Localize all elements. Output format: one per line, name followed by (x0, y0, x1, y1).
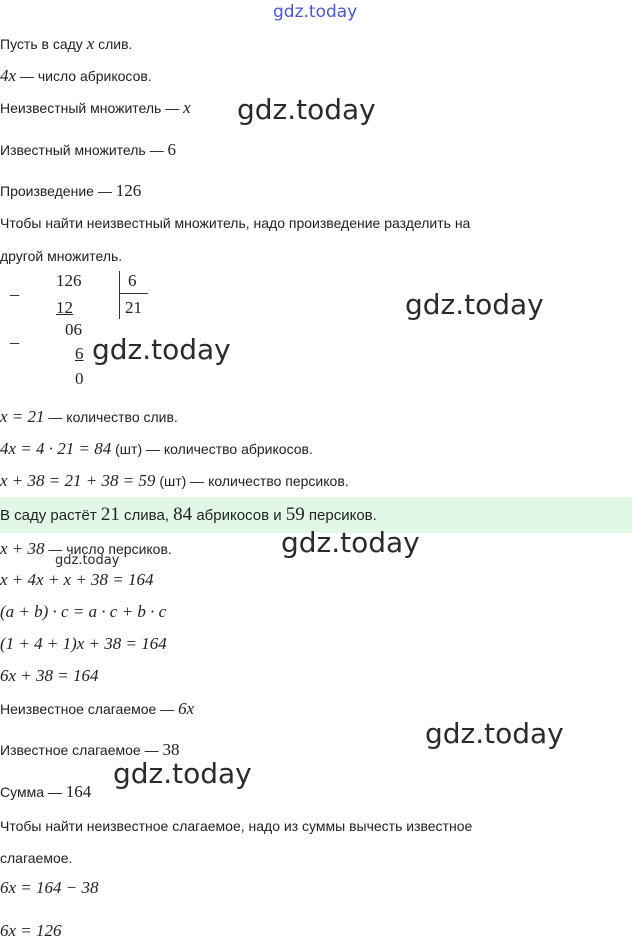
text-line-6: Чтобы найти неизвестный множитель, надо произведение разделить на (0, 215, 471, 231)
subtrahend-2: 6 (75, 344, 84, 363)
answer-line: В саду растёт 21 слива, 84 абрикосов и 59 персиков. (0, 504, 377, 525)
part2-line-11: 6x = 164 − 38 (0, 878, 99, 897)
watermark-5: gdz.today (425, 717, 564, 750)
part2-line-7: Известное слагаемое — 38 (0, 740, 180, 759)
remainder-1: 06 (65, 320, 82, 339)
division-bar-vertical (119, 271, 120, 319)
remainder-2: 0 (75, 369, 84, 388)
watermark-4: gdz.today (281, 526, 420, 559)
text-line-7: другой множитель. (0, 248, 123, 264)
watermark-1: gdz.today (237, 93, 376, 126)
watermark-small: gdz.today (55, 553, 120, 568)
text-line-5: Произведение — 126 (0, 181, 142, 200)
text-line-3: Неизвестный множитель — x (0, 98, 191, 117)
subtrahend-1: 12 (56, 298, 73, 317)
division-bar-horizontal (120, 293, 148, 294)
text-line-2: 4x — число абрикосов. (0, 66, 152, 85)
quotient: 21 (125, 298, 142, 317)
part2-line-8: Сумма — 164 (0, 782, 92, 801)
part2-line-6: Неизвестное слагаемое — 6x (0, 699, 195, 718)
part2-line-5: 6x + 38 = 164 (0, 666, 99, 685)
result-line-1: x = 21 — количество слив. (0, 407, 178, 426)
minus-sign-1: – (10, 284, 19, 304)
watermark-6: gdz.today (113, 757, 252, 790)
watermark-2: gdz.today (405, 288, 544, 321)
site-logo[interactable]: gdz.today (273, 2, 358, 22)
result-line-3: x + 38 = 21 + 38 = 59 (шт) — количество персиков. (0, 471, 349, 490)
result-line-2: 4x = 4 · 21 = 84 (шт) — количество абрикосов. (0, 439, 313, 458)
part2-line-12: 6x = 126 (0, 921, 62, 940)
minus-sign-2: – (10, 332, 19, 352)
part2-line-3: (a + b) · c = a · c + b · c (0, 602, 167, 621)
text-line-1: Пусть в саду x слив. (0, 34, 133, 53)
dividend: 126 (56, 271, 82, 290)
part2-line-2: x + 4x + x + 38 = 164 (0, 570, 154, 589)
part2-line-9: Чтобы найти неизвестное слагаемое, надо из суммы вычесть известное (0, 818, 473, 834)
divisor: 6 (128, 271, 137, 290)
part2-line-1: x + 38 — число персиков. (0, 539, 172, 558)
part2-line-4: (1 + 4 + 1)x + 38 = 164 (0, 634, 167, 653)
watermark-3: gdz.today (92, 333, 231, 366)
text-line-4: Известный множитель — 6 (0, 140, 176, 159)
part2-line-10: слагаемое. (0, 850, 73, 866)
